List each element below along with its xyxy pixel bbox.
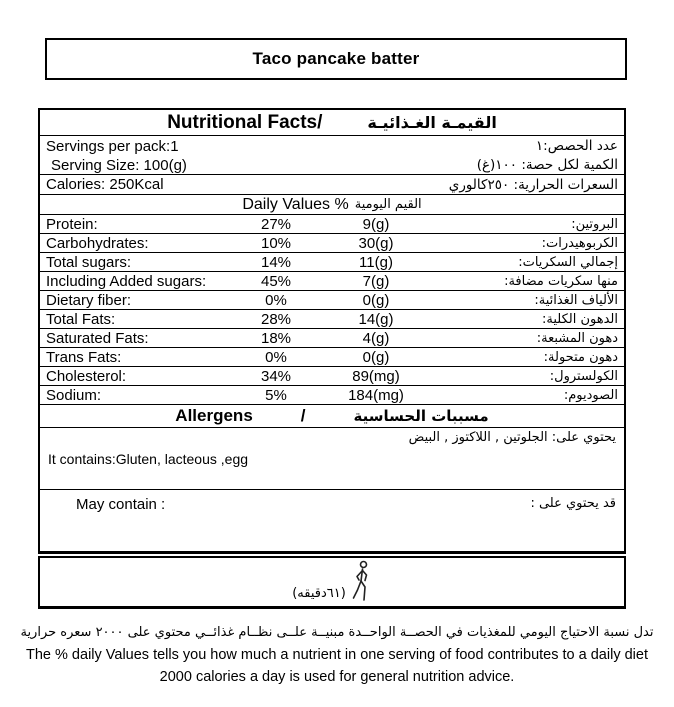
nutrient-label-en: Including Added sugars: [46,272,207,290]
daily-values-label-en: Daily Values % [242,195,349,213]
product-title-box [45,38,627,80]
nutrient-label-ar: الدهون الكلية: [542,311,618,327]
calories-en: Calories: 250Kcal [46,176,164,193]
nutrient-percent: 0% [265,348,287,366]
contains-text-ar: يحتوي على: الجلوتين , اللاكتوز , البيض [408,430,616,445]
nutrient-percent: 27% [260,215,292,233]
nutrient-value: 9(g) [362,215,390,233]
nutrient-percent: 28% [260,310,292,328]
allergens-separator: / [300,406,306,425]
nutrient-percent: 5% [265,386,287,404]
calories-row [40,174,624,194]
nutrient-label-ar: الكولسترول: [549,368,618,384]
nutrient-label-en: Sodium: [46,386,102,404]
nutrient-value: 7(g) [362,272,390,290]
nutrient-label-ar: دهون المشبعة: [536,330,618,346]
nutrient-label-ar: إجمالي السكريات: [518,254,618,270]
nutrient-row-trans-fats [40,347,624,366]
nutrient-label-en: Total Fats: [46,310,116,328]
serving-size-en: Serving Size: 100(g) [51,157,187,174]
nutrient-percent: 34% [260,367,292,385]
nutrient-label-en: Saturated Fats: [46,329,149,347]
nutrient-label-ar: دهون متحولة: [543,349,618,365]
nutrient-row-dietary-fiber [40,290,624,309]
nutrient-label-ar: منها سكريات مضافة: [504,273,618,289]
nutrition-facts-title-ar: القيمـة الغـذائيـة [367,113,497,132]
nutrient-label-en: Carbohydrates: [46,234,149,252]
nutrient-label-ar: الألياف الغذائية: [534,292,618,308]
footer-note-en-line1: The % daily Values tells you how much a nutrient in one serving of food contributes to a daily diet [26,647,648,663]
allergens-title-en: Allergens [175,406,253,425]
nutrient-value: 11(g) [359,253,393,271]
nutrient-label-en: Total sugars: [46,253,132,271]
nutrient-row-total-sugars [40,252,624,271]
nutrient-value: 0(g) [362,348,390,366]
nutrient-label-en: Trans Fats: [46,348,122,366]
nutrient-row-total-fats [40,309,624,328]
nutrient-value: 89(mg) [352,367,400,385]
nutrient-value: 14(g) [358,310,394,328]
nutrition-facts-table [38,108,626,554]
servings-per-pack-ar: عدد الحصص:١ [535,138,618,154]
nutrient-label-en: Dietary fiber: [46,291,132,309]
daily-values-header-row [40,194,624,214]
nutrient-row-added-sugars [40,271,624,290]
nutrient-percent: 14% [260,253,292,271]
nutrition-facts-header [40,110,624,135]
nutrition-facts-title-en: Nutritional Facts/ [167,111,323,133]
nutrient-row-carbohydrates [40,233,624,252]
servings-per-pack-en: Servings per pack:1 [46,138,179,155]
footer-note-en-line2: 2000 calories a day is used for general nutrition advice. [159,669,515,685]
nutrient-label-ar: الصوديوم: [563,387,618,403]
allergens-title-ar: مسببات الحساسية [353,407,489,425]
may-contain-text-ar: قد يحتوي على : [530,496,616,511]
may-contain-block [40,489,624,551]
servings-row [40,135,624,174]
servings-col-en [46,137,332,175]
nutrient-label-ar: البروتين: [571,216,618,232]
nutrient-percent: 10% [260,234,292,252]
serving-size-ar: الكمية لكل حصة: ١٠٠(غ) [476,157,618,173]
nutrient-value: 4(g) [362,329,390,347]
nutrient-row-sodium [40,385,624,404]
calories-ar: السعرات الحرارية: ٢٥٠كالوري [448,176,618,193]
walking-person-icon [350,560,372,604]
may-contain-text-en: May contain : [76,496,166,513]
activity-box [38,556,626,609]
nutrient-row-cholesterol [40,366,624,385]
nutrient-row-protein [40,214,624,233]
footer-notes [0,622,674,688]
nutrient-value: 0(g) [362,291,390,309]
nutrient-percent: 0% [265,291,287,309]
product-title: Taco pancake batter [252,49,420,68]
allergens-contains-block [40,427,624,489]
servings-col-ar [332,137,618,175]
footer-note-ar: تدل نسبة الاحتياج اليومي للمغذيات في الحصــة الواحــدة مبنيــة علــى نظــام غذائــي محتوي على ٢٠٠٠ سعره حرارية [20,625,654,640]
contains-text-en: It contains:Gluten, lacteous ,egg [48,451,249,467]
walking-duration-label: (٦١دقيقه) [292,586,346,601]
nutrient-percent: 18% [260,329,292,347]
nutrient-row-saturated-fats [40,328,624,347]
nutrient-percent: 45% [260,272,292,290]
nutrient-label-en: Cholesterol: [46,367,127,385]
nutrient-value: 184(mg) [348,386,404,404]
nutrient-label-en: Protein: [46,215,98,233]
nutrient-value: 30(g) [358,234,394,252]
allergens-header-row [40,404,624,427]
daily-values-label-ar: القيم اليومية [354,197,422,212]
nutrient-label-ar: الكربوهيدرات: [541,235,618,251]
